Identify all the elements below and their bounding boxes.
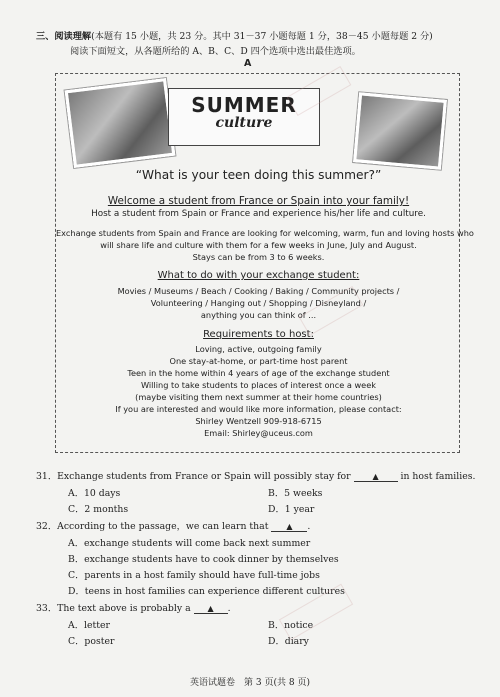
poster-heading-requirements: Requirements to host: — [203, 329, 314, 340]
question-33-stem-end: . — [227, 603, 231, 614]
poster-heading-welcome: Welcome a student from France or Spain into your family! — [107, 195, 410, 207]
group-photo-right — [353, 92, 447, 169]
requirement-2: One stay-at-home, or part-time host parent — [169, 356, 348, 366]
question-31-stem-end: in host families. — [400, 471, 476, 482]
banner-culture: culture — [215, 115, 273, 131]
question-32-stem-end: . — [307, 521, 311, 532]
passage-label: A — [244, 58, 252, 69]
requirement-5: (maybe visiting them next summer at their home countries) — [135, 392, 382, 402]
option-31-d[interactable]: D．1 year — [268, 504, 315, 515]
option-31-a[interactable]: A．10 days — [68, 488, 121, 499]
option-33-d[interactable]: D．diary — [268, 636, 309, 647]
answer-blank: ▲ — [354, 472, 398, 482]
family-photo-left — [65, 78, 176, 168]
option-32-d[interactable]: D．teens in host families can experience different cultures — [68, 586, 345, 597]
contact-email: Email: Shirley@uceus.com — [204, 428, 313, 438]
contact-intro: If you are interested and would like more information, please contact: — [115, 404, 402, 414]
question-33 — [36, 600, 231, 614]
contact-phone: Shirley Wentzell 909-918-6715 — [195, 416, 322, 426]
poster-para-2: will share life and culture with them for a few weeks in June, July and August. — [100, 240, 417, 250]
summer-culture-poster — [55, 73, 474, 453]
option-32-b[interactable]: B．exchange students have to cook dinner by themselves — [68, 554, 339, 565]
activities-line-1: Movies / Museums / Beach / Cooking / Baking / Community projects / — [117, 286, 400, 296]
poster-para-3: Stays can be from 3 to 6 weeks. — [192, 252, 325, 262]
section-heading — [36, 28, 433, 42]
answer-blank: ▲ — [194, 604, 228, 614]
question-32-stem: 32．According to the passage，we can learn that — [36, 521, 269, 532]
poster-question: “What is your teen doing this summer?” — [135, 168, 382, 182]
option-32-a[interactable]: A．exchange students will come back next summer — [68, 538, 311, 549]
question-31-stem: 31．Exchange students from France or Spain will possibly stay for — [36, 471, 351, 482]
requirement-4: Willing to take students to places of interest once a week — [140, 380, 376, 390]
banner-summer: SUMMER — [191, 93, 297, 117]
option-33-b[interactable]: B．notice — [268, 620, 314, 631]
answer-blank: ▲ — [271, 522, 307, 532]
poster-line-host: Host a student from Spain or France and experience his/her life and culture. — [91, 209, 426, 219]
requirement-1: Loving, active, outgoing family — [195, 344, 322, 354]
option-33-c[interactable]: C．poster — [68, 636, 115, 647]
option-31-b[interactable]: B．5 weeks — [268, 488, 323, 499]
question-31 — [36, 468, 475, 482]
question-33-stem: 33．The text above is probably a — [36, 603, 191, 614]
poster-heading-activities: What to do with your exchange student: — [157, 270, 360, 281]
activities-line-2: Volunteering / Hanging out / Shopping / Disneyland / — [150, 298, 367, 308]
option-33-a[interactable]: A．letter — [68, 620, 110, 631]
section-title: 三、阅读理解 — [36, 31, 92, 42]
poster-para-1: Exchange students from Spain and France are looking for welcoming, warm, fun and loving hosts who — [56, 228, 474, 238]
question-32 — [36, 518, 310, 532]
activities-line-3: anything you can think of ... — [200, 310, 317, 320]
requirement-3: Teen in the home within 4 years of age of the exchange student — [127, 368, 390, 378]
section-note: (本题有 15 小题，共 23 分。其中 31－37 小题每题 1 分，38－45 小题每题 2 分) — [91, 31, 433, 42]
section-instruction: 阅读下面短文，从各题所给的 A、B、C、D 四个选项中选出最佳选项。 — [70, 46, 361, 57]
option-32-c[interactable]: C．parents in a host family should have full-time jobs — [68, 570, 320, 581]
option-31-c[interactable]: C．2 months — [68, 504, 129, 515]
page-footer: 英语试题卷 第 3 页(共 8 页) — [190, 678, 310, 688]
